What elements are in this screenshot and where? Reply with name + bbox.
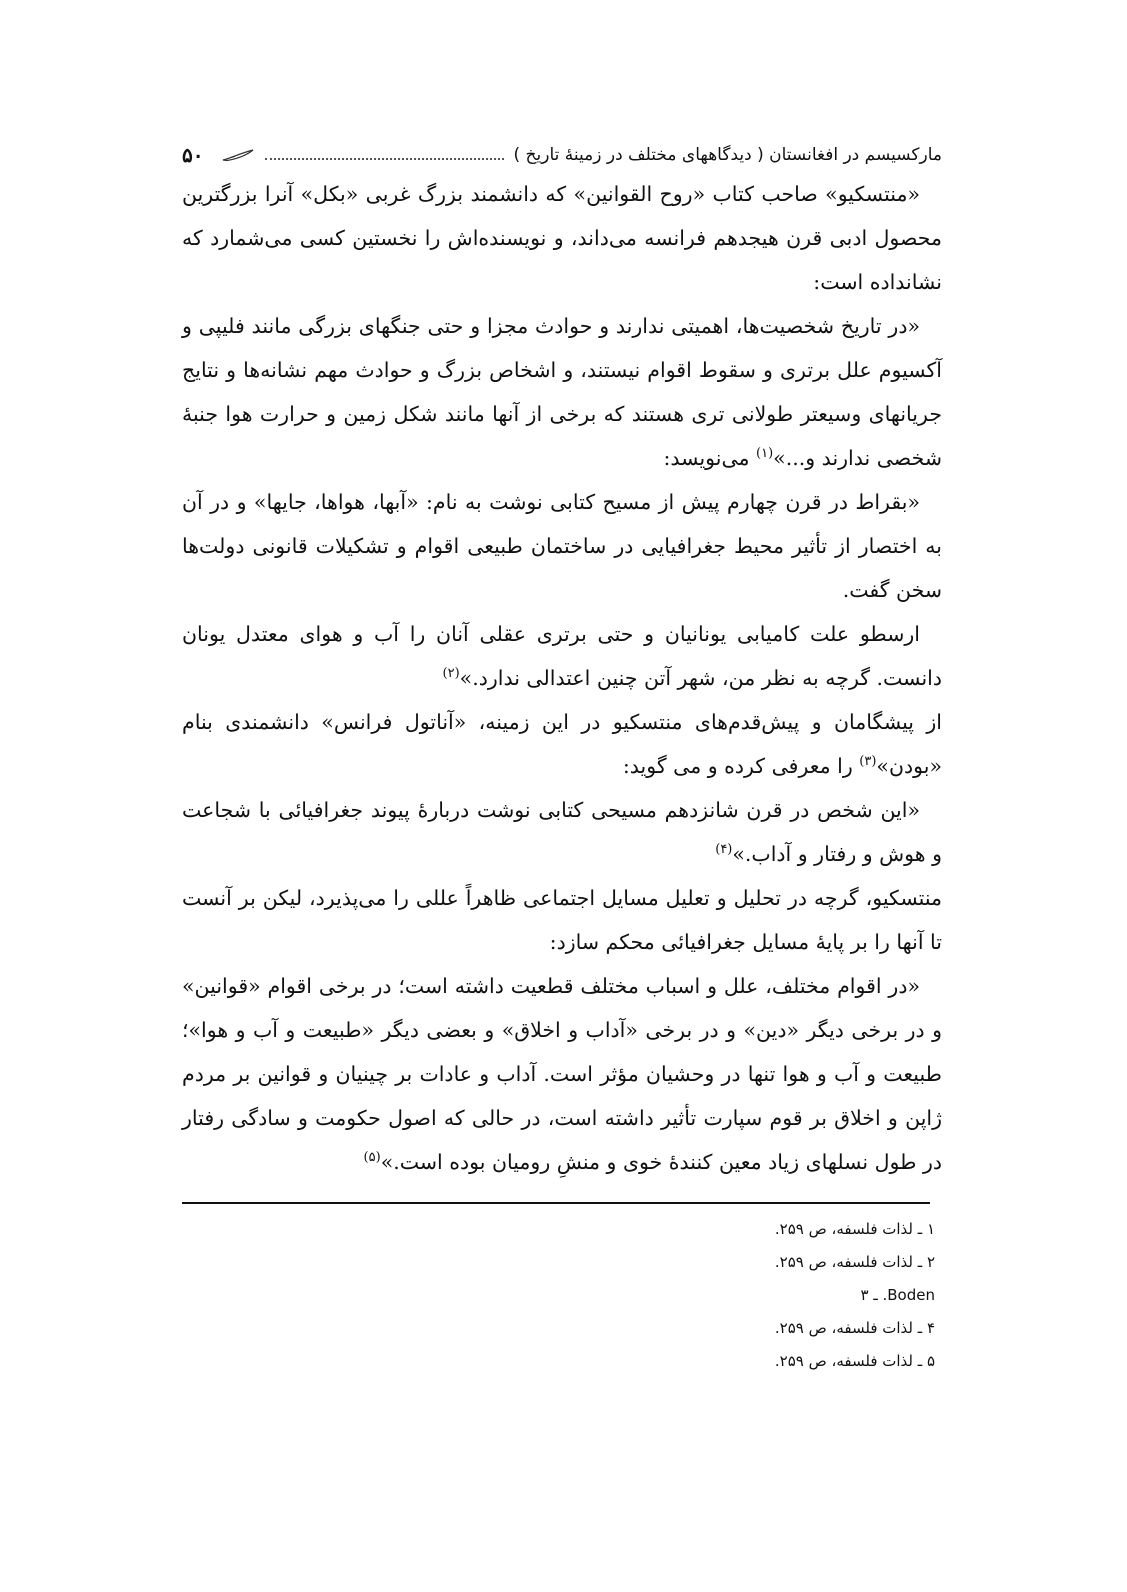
footnote-marker: (۵) xyxy=(363,1150,381,1166)
paragraph-text: «در تاریخ شخصیت‌ها، اهمیتی ندارند و حوادث مجزا و حتی جنگهای بزرگی مانند فلیپی و آکسیوم علل برتری و سقوط اقوام نیستند، و اشخاص بزرگ و حوادث مهم نشانه‌ها و نتایج جریانهای وسیعتر طولانی تری هستند که برخی از آنها مانند شکل زمین و حرارت هوا جنبهٔ شخصی ندارند و...» xyxy=(182,314,942,470)
page xyxy=(182,138,942,1184)
running-header xyxy=(182,138,942,172)
footnotes xyxy=(545,1213,945,1378)
paragraph-text: «منتسکیو» صاحب کتاب «روح القوانین» که دانشمند بزرگ غربی «بکل» آنرا بزرگترین محصول ادبی قرن هیجدهم فرانسه می‌داند، و نویسنده‌اش را نخستین کسی می‌شمارد که نشانداده است: xyxy=(182,182,942,294)
footnote-marker: (۱) xyxy=(756,446,774,462)
body-text xyxy=(182,172,942,1184)
page-number: ۵۰ xyxy=(182,143,204,167)
quill-pen-icon xyxy=(221,148,255,162)
footnote-1: ۱ ـ لذات فلسفه، ص ۲۵۹. xyxy=(774,1220,935,1238)
footnote-marker: (۴) xyxy=(715,842,733,858)
paragraph-text: از پیشگامان و پیش‌قدم‌های منتسکیو در این زمینه، «آناتول فرانس» دانشمندی بنام «بودن» xyxy=(182,710,942,778)
footnote-5: ۵ ـ لذات فلسفه، ص ۲۵۹. xyxy=(774,1352,935,1370)
running-title: مارکسیسم در افغانستان ( دیدگاههای مختلف در زمینهٔ تاریخ ) xyxy=(513,145,942,165)
footnote-marker: (۳) xyxy=(859,754,877,770)
footnote-marker: (۲) xyxy=(442,666,460,682)
paragraph-1 xyxy=(182,172,942,304)
footnote-4: ۴ ـ لذات فلسفه، ص ۲۵۹. xyxy=(774,1319,935,1337)
dot-leader xyxy=(265,146,503,160)
paragraph-8 xyxy=(182,964,942,1184)
paragraph-text: «در اقوام مختلف، علل و اسباب مختلف قطعیت داشته است؛ در برخی اقوام «قوانین» و در برخی دیگر «دین» و در برخی «آداب و اخلاق» و بعضی دیگر «طبیعت و آب و هوا»؛ طبیعت و آب و هوا تنها در وحشیان مؤثر است. آداب و عادات بر چینیان و قوانین بر مردم ژاپن و اخلاق بر قوم سپارت تأثیر داشته است، در حالی که اصول حکومت و سادگی رفتار در طول نسلهای زیاد معین کنندهٔ خوی و منشِ رومیان بوده است.» xyxy=(182,974,942,1174)
footnote-divider xyxy=(182,1202,930,1204)
footnote-2: ۲ ـ لذات فلسفه، ص ۲۵۹. xyxy=(774,1253,935,1271)
paragraph-text: «بقراط در قرن چهارم پیش از مسیح کتابی نوشت به نام: «آبها، هواها، جایها» و در آن به اختصار از تأثیر محیط جغرافیایی در ساختمان طبیعی اقوام و تشکیلات قانونی دولت‌ها سخن گفت. xyxy=(182,490,942,602)
paragraph-4 xyxy=(182,612,942,700)
paragraph-2 xyxy=(182,304,942,480)
paragraph-3 xyxy=(182,480,942,612)
footnote-3: Boden. ـ ۳ xyxy=(860,1286,935,1304)
paragraph-text: ارسطو علت کامیابی یونانیان و حتی برتری عقلی آنان را آب و هوای معتدل یونان دانست. گرچه به نظر من، شهر آتن چنین اعتدالی ندارد.» xyxy=(182,622,942,690)
paragraph-text: «این شخص در قرن شانزدهم مسیحی کتابی نوشت دربارهٔ پیوند جغرافیائی با شجاعت و هوش و رفتار و آداب.» xyxy=(182,798,942,866)
paragraph-text: را معرفی کرده و می گوید: xyxy=(622,754,860,778)
paragraph-5 xyxy=(182,700,942,788)
paragraph-text: می‌نویسد: xyxy=(663,446,757,470)
paragraph-7 xyxy=(182,876,942,964)
paragraph-6 xyxy=(182,788,942,876)
paragraph-text: منتسکیو، گرچه در تحلیل و تعلیل مسایل اجتماعی ظاهراً عللی را می‌پذیرد، لیکن بر آنست تا آنها را بر پایهٔ مسایل جغرافیائی محکم سازد: xyxy=(182,886,942,954)
